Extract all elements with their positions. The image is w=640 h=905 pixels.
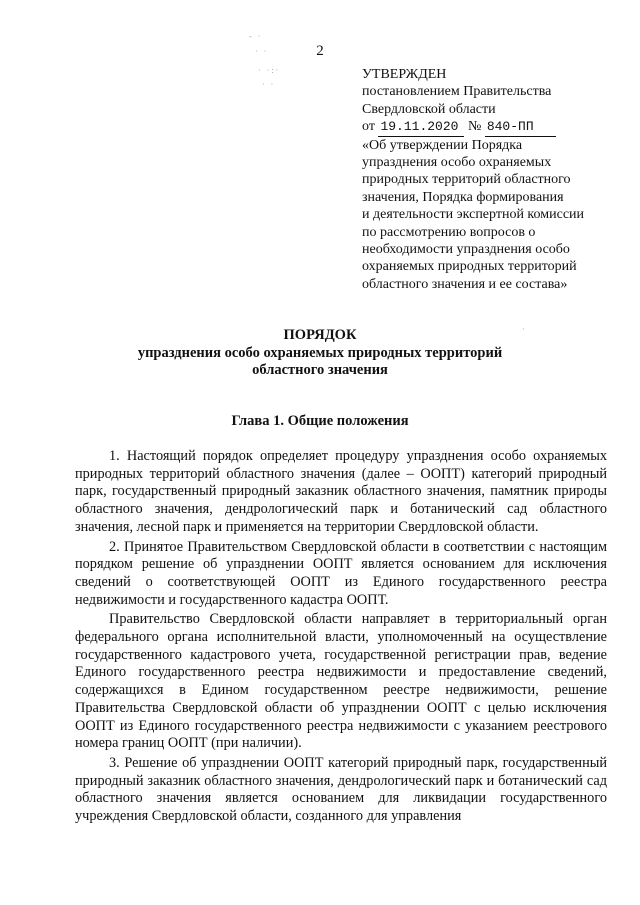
approval-stamp-block <box>362 66 624 293</box>
decree-subject-line: «Об утверждении Порядка <box>362 137 523 153</box>
document-title: ПОРЯДОК <box>283 327 357 343</box>
approval-line: Свердловской области <box>362 101 496 117</box>
approval-heading: УТВЕРЖДЕН <box>362 67 447 82</box>
decree-subject-line: необходимости упразднения особо <box>362 242 570 258</box>
page-number: 2 <box>316 43 324 59</box>
scan-mark: - · <box>249 32 263 41</box>
decree-date: 19.11.2020 <box>378 118 464 136</box>
decree-subject-line: и деятельности экспертной комиссии <box>362 207 585 223</box>
document-subtitle: областного значения <box>252 362 388 378</box>
document-subtitle: упразднения особо охраняемых природных территорий <box>137 345 503 361</box>
decree-subject-line: упразднения особо охраняемых <box>362 155 552 171</box>
decree-subject-line: областного значения и ее состава» <box>362 276 568 292</box>
chapter-heading: Глава 1. Общие положения <box>231 413 409 429</box>
approval-line: постановлением Правительства <box>362 84 552 100</box>
scan-mark: · · <box>255 47 269 56</box>
decree-subject-line: значения, Порядка формирования <box>362 189 564 205</box>
decree-subject-line: по рассмотрению вопросов о <box>362 224 536 240</box>
paragraph: 3. Решение об упразднении ООПТ категорий природный парк, государственный природный заказник областного значения, дендрологический парк и ботанический сад областного значения является основанием для ликвидации государственного учреждения Свердловской области, созданного для управления <box>75 754 607 825</box>
body-text <box>75 448 607 828</box>
paragraph: 2. Принятое Правительством Свердловской области в соответствии с настоящим порядком решение об упразднении ООПТ является основанием для исключения сведений о соответствующей ООПТ из Единого государственного реестра недвижимости и государственного кадастра ООПТ. <box>75 538 607 608</box>
number-prefix: № <box>467 119 482 135</box>
approval-date-line <box>362 118 624 136</box>
scan-mark: · <box>522 325 527 334</box>
decree-subject-line: природных территорий областного <box>362 172 571 188</box>
paragraph: Правительство Свердловской области направляет в территориальный орган федерального органа исполнительной власти, уполномоченный на осуществление государственного кадастрового учета, государственной регистрации прав, ведение Единого государственного реестра недвижимости и предоставление сведений, содержащихся в Едином государственном реестре недвижимости, решение Правительства Свердловской области об упразднении ООПТ с целью исключения ООПТ из Единого государственного реестра недвижимости с указанием реестрового номера границ ООПТ (при наличии). <box>75 611 607 752</box>
decree-subject-line: охраняемых природных территорий <box>362 259 577 275</box>
paragraph: 1. Настоящий порядок определяет процедуру упразднения особо охраняемых природных территорий областного значения (далее – ООПТ) категорий природный парк, государственный природный заказник областного значения, памятник природы областного значения, дендрологический парк и ботанический сад областного значения, лесной парк и применяется на территории Свердловской области. <box>75 448 607 535</box>
scan-mark: · · <box>262 80 276 89</box>
scan-mark: · ·:· <box>258 66 281 75</box>
date-prefix: от <box>362 119 375 135</box>
decree-number: 840-ПП <box>485 118 556 136</box>
